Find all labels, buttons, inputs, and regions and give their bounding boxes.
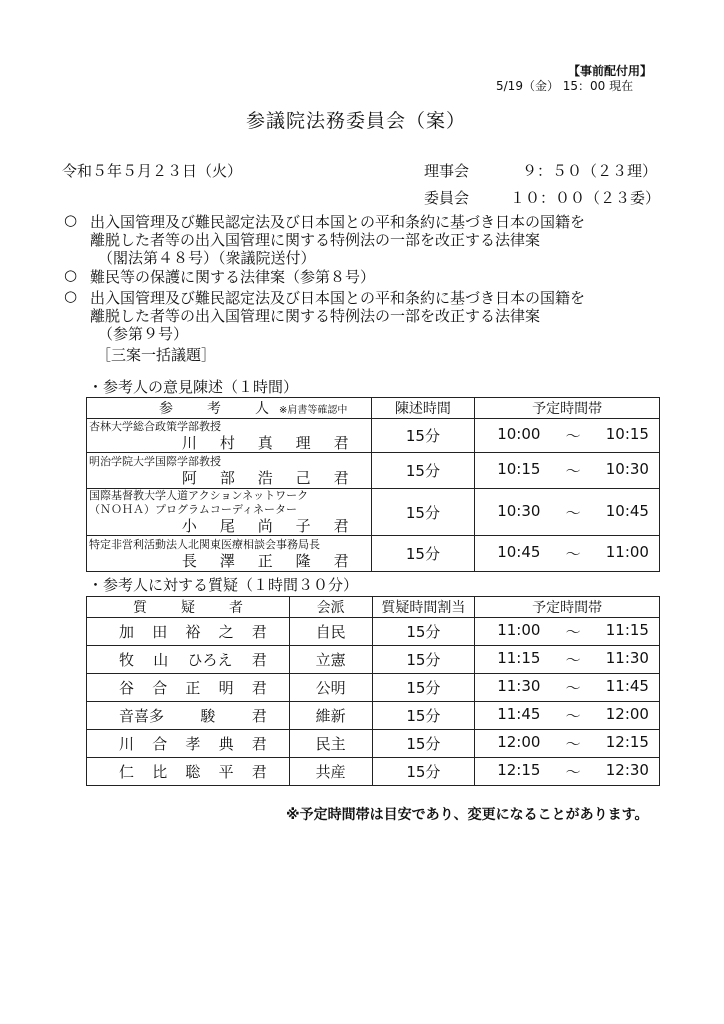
footnote: ※予定時間帯は目安であり、変更になることがあります。 <box>286 807 649 823</box>
table-row: 牧 山 ひろえ 君 立憲 15分 11:15 ～ 11:30 <box>87 646 660 674</box>
allocation-cell: 15分 <box>372 758 475 786</box>
agenda-line: 出入国管理及び難民認定法及び日本国との平和条約に基づき日本の国籍を <box>90 213 586 231</box>
witness-affiliation: 明治学院大学国際学部教授 <box>89 454 221 468</box>
duration-cell: 15分 <box>371 489 475 536</box>
witness-name: 川 村 真 理 君 <box>181 433 349 452</box>
table-row: 仁 比 聡 平 君 共産 15分 12:15 ～ 12:30 <box>87 758 660 786</box>
table-row: 特定非営利活動法人北関東医療相談会事務局長 長 澤 正 隆 君 15分 10:45 ～ 11:00 <box>87 536 660 572</box>
duration-header: 陳述時間 <box>371 398 475 419</box>
page-title: 参議院法務委員会（案） <box>246 110 467 132</box>
schedule-label-1: 理事会 <box>424 162 470 180</box>
witness-name: 阿 部 浩 己 君 <box>181 468 349 487</box>
witness-affiliation: 国際基督教大学人道アクションネットワーク <box>89 489 309 502</box>
table-row: 加 田 裕 之 君 自民 15分 11:00 ～ 11:15 <box>87 618 660 646</box>
witness-name: 小 尾 尚 子 君 <box>181 517 349 535</box>
schedule-time-2: １０：００（２３委） <box>510 189 661 207</box>
agenda-bullet: ○ <box>64 287 78 305</box>
agenda-line: （参第９号） <box>98 325 189 343</box>
allocation-cell: 15分 <box>372 674 475 702</box>
agenda-line: （閣法第４８号）（衆議院送付） <box>98 249 316 267</box>
table-row: 川 合 孝 典 君 民主 15分 12:00 ～ 12:15 <box>87 730 660 758</box>
allocation-cell: 15分 <box>372 618 475 646</box>
agenda-line: 難民等の保護に関する法律案（参第８号） <box>90 268 376 286</box>
witness-affiliation: 杏林大学総合政策学部教授 <box>89 419 221 433</box>
duration-cell: 15分 <box>371 453 475 489</box>
agenda-bullet: ○ <box>64 266 78 284</box>
table-row: 明治学院大学国際学部教授 阿 部 浩 己 君 15分 10:15 ～ 10:30 <box>87 453 660 489</box>
agenda-line: 離脱した者等の出入国管理に関する特例法の一部を改正する法律案 <box>90 307 541 325</box>
bundle-note: ［三案一括議題］ <box>96 346 217 364</box>
table-row: 音喜多 駿 君 維新 15分 11:45 ～ 12:00 <box>87 702 660 730</box>
schedule-time-1: ９：５０（２３理） <box>522 162 658 180</box>
slot-header: 予定時間帯 <box>475 398 660 419</box>
party-cell: 維新 <box>289 702 372 730</box>
slot-header: 予定時間帯 <box>475 597 660 618</box>
party-cell: 立憲 <box>289 646 372 674</box>
party-cell: 自民 <box>289 618 372 646</box>
meeting-date: 令和５年５月２３日（火） <box>62 162 243 180</box>
duration-cell: 15分 <box>371 536 475 572</box>
witness-name: 長 澤 正 隆 君 <box>181 551 349 570</box>
section2-heading: ・参考人に対する質疑（１時間３０分） <box>88 576 359 594</box>
party-cell: 公明 <box>289 674 372 702</box>
schedule-label-2: 委員会 <box>424 189 470 207</box>
agenda-bullet: ○ <box>64 211 78 229</box>
table-row: 杏林大学総合政策学部教授 川 村 真 理 君 15分 10:00 ～ 10:15 <box>87 419 660 453</box>
section1-heading: ・参考人の意見陳述（１時間） <box>88 378 299 396</box>
allocation-header: 質疑時間割当 <box>372 597 475 618</box>
questioner-header: 質 疑 者 <box>87 597 290 618</box>
as-of-datetime: 5/19（金） 15：00 現在 <box>496 79 634 93</box>
witness-affiliation: （ＮＯＨＡ）プログラムコーディネーター <box>89 503 298 516</box>
agenda-line: 離脱した者等の出入国管理に関する特例法の一部を改正する法律案 <box>90 231 541 249</box>
title-note: ※肩書等確認中 <box>279 404 348 416</box>
party-header: 会派 <box>289 597 372 618</box>
allocation-cell: 15分 <box>372 646 475 674</box>
distribution-tag: 【事前配付用】 <box>568 64 653 78</box>
agenda-line: 出入国管理及び難民認定法及び日本国との平和条約に基づき日本の国籍を <box>90 289 586 307</box>
table-row: 国際基督教大学人道アクションネットワーク （ＮＯＨＡ）プログラムコーディネーター 小 尾 尚 子 君 15分 10:30 ～ 10:45 <box>87 489 660 536</box>
questioning-table <box>86 596 660 786</box>
witness-affiliation: 特定非営利活動法人北関東医療相談会事務局長 <box>89 537 320 551</box>
allocation-cell: 15分 <box>372 702 475 730</box>
duration-cell: 15分 <box>371 419 475 453</box>
table-row: 谷 合 正 明 君 公明 15分 11:30 ～ 11:45 <box>87 674 660 702</box>
party-cell: 共産 <box>289 758 372 786</box>
table-header-row <box>87 597 660 618</box>
allocation-cell: 15分 <box>372 730 475 758</box>
opinion-table <box>86 397 660 572</box>
person-header: 参 考 人 ※肩書等確認中 <box>87 398 372 419</box>
table-header-row <box>87 398 660 419</box>
party-cell: 民主 <box>289 730 372 758</box>
